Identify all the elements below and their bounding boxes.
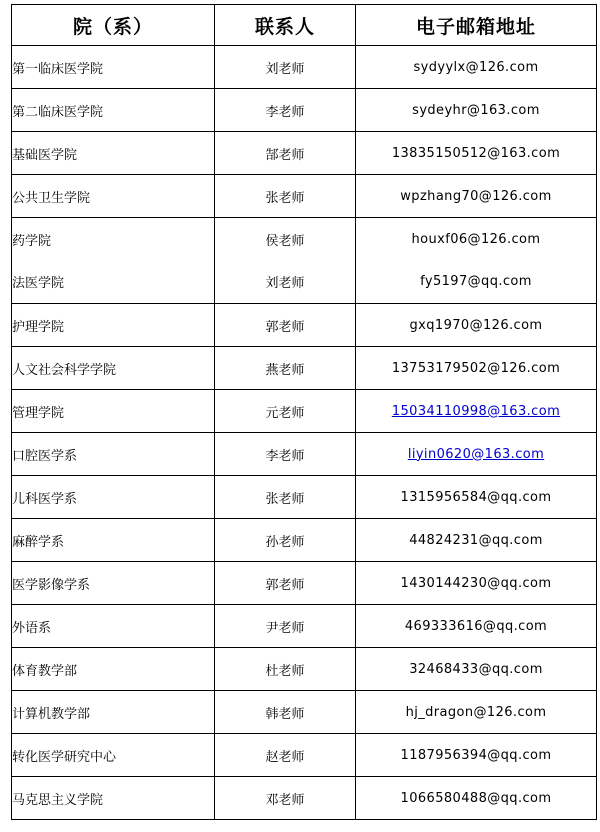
department-cell: 法医学院 bbox=[12, 261, 215, 304]
email-link[interactable]: liyin0620@163.com bbox=[407, 446, 545, 462]
department-cell: 人文社会科学学院 bbox=[12, 347, 215, 390]
contact-person-cell: 李老师 bbox=[215, 433, 356, 476]
email-cell: 13835150512@163.com bbox=[356, 132, 597, 175]
table-row bbox=[12, 734, 597, 777]
email-cell: 1066580488@qq.com bbox=[356, 777, 597, 820]
table-row bbox=[12, 605, 597, 648]
department-cell: 儿科医学系 bbox=[12, 476, 215, 519]
contact-person-cell: 张老师 bbox=[215, 175, 356, 218]
email-cell: 32468433@qq.com bbox=[356, 648, 597, 691]
table-row bbox=[12, 261, 597, 304]
contact-person-cell: 郭老师 bbox=[215, 562, 356, 605]
table-row bbox=[12, 132, 597, 175]
department-cell: 马克思主义学院 bbox=[12, 777, 215, 820]
contact-person-cell: 邓老师 bbox=[215, 777, 356, 820]
department-cell: 转化医学研究中心 bbox=[12, 734, 215, 777]
contact-person-cell: 元老师 bbox=[215, 390, 356, 433]
email-cell: houxf06@126.com bbox=[356, 218, 597, 261]
email-cell: 44824231@qq.com bbox=[356, 519, 597, 562]
table-row bbox=[12, 89, 597, 132]
department-cell: 外语系 bbox=[12, 605, 215, 648]
email-column-header: 电子邮箱地址 bbox=[356, 5, 597, 46]
email-cell: gxq1970@126.com bbox=[356, 304, 597, 347]
table-row bbox=[12, 433, 597, 476]
contact-person-cell: 孙老师 bbox=[215, 519, 356, 562]
table-row bbox=[12, 390, 597, 433]
contact-person-cell: 郜老师 bbox=[215, 132, 356, 175]
contact-person-cell: 侯老师 bbox=[215, 218, 356, 261]
table-row bbox=[12, 46, 597, 89]
contact-person-cell: 杜老师 bbox=[215, 648, 356, 691]
table-row bbox=[12, 691, 597, 734]
table-row bbox=[12, 519, 597, 562]
email-cell bbox=[356, 390, 597, 433]
contact-person-cell: 韩老师 bbox=[215, 691, 356, 734]
contact-table bbox=[11, 4, 597, 820]
table-body bbox=[12, 46, 597, 820]
table-row bbox=[12, 648, 597, 691]
table-row bbox=[12, 562, 597, 605]
department-cell: 第二临床医学院 bbox=[12, 89, 215, 132]
contact-person-cell: 李老师 bbox=[215, 89, 356, 132]
department-cell: 护理学院 bbox=[12, 304, 215, 347]
email-cell: wpzhang70@126.com bbox=[356, 175, 597, 218]
email-cell: 1187956394@qq.com bbox=[356, 734, 597, 777]
contact-person-cell: 刘老师 bbox=[215, 261, 356, 304]
email-cell bbox=[356, 433, 597, 476]
contact-column-header: 联系人 bbox=[215, 5, 356, 46]
email-cell: sydyylx@126.com bbox=[356, 46, 597, 89]
contact-person-cell: 燕老师 bbox=[215, 347, 356, 390]
table-row bbox=[12, 218, 597, 261]
email-cell: 1430144230@qq.com bbox=[356, 562, 597, 605]
contact-person-cell: 刘老师 bbox=[215, 46, 356, 89]
department-cell: 麻醉学系 bbox=[12, 519, 215, 562]
contact-person-cell: 尹老师 bbox=[215, 605, 356, 648]
email-cell: hj_dragon@126.com bbox=[356, 691, 597, 734]
table-row bbox=[12, 304, 597, 347]
email-link[interactable]: 15034110998@163.com bbox=[391, 403, 561, 419]
email-cell: fy5197@qq.com bbox=[356, 261, 597, 304]
email-cell: 1315956584@qq.com bbox=[356, 476, 597, 519]
department-cell: 医学影像学系 bbox=[12, 562, 215, 605]
department-cell: 第一临床医学院 bbox=[12, 46, 215, 89]
table-row bbox=[12, 175, 597, 218]
department-cell: 口腔医学系 bbox=[12, 433, 215, 476]
table-row bbox=[12, 347, 597, 390]
department-cell: 药学院 bbox=[12, 218, 215, 261]
department-cell: 管理学院 bbox=[12, 390, 215, 433]
email-cell: 13753179502@126.com bbox=[356, 347, 597, 390]
department-cell: 基础医学院 bbox=[12, 132, 215, 175]
email-cell: 469333616@qq.com bbox=[356, 605, 597, 648]
department-cell: 公共卫生学院 bbox=[12, 175, 215, 218]
table-row bbox=[12, 476, 597, 519]
header-row bbox=[12, 5, 597, 46]
department-cell: 计算机教学部 bbox=[12, 691, 215, 734]
contact-person-cell: 张老师 bbox=[215, 476, 356, 519]
department-column-header: 院（系） bbox=[12, 5, 215, 46]
email-cell: sydeyhr@163.com bbox=[356, 89, 597, 132]
table-header bbox=[12, 5, 597, 46]
contact-person-cell: 郭老师 bbox=[215, 304, 356, 347]
department-cell: 体育教学部 bbox=[12, 648, 215, 691]
contact-person-cell: 赵老师 bbox=[215, 734, 356, 777]
table-row bbox=[12, 777, 597, 820]
contact-sheet bbox=[11, 4, 596, 826]
